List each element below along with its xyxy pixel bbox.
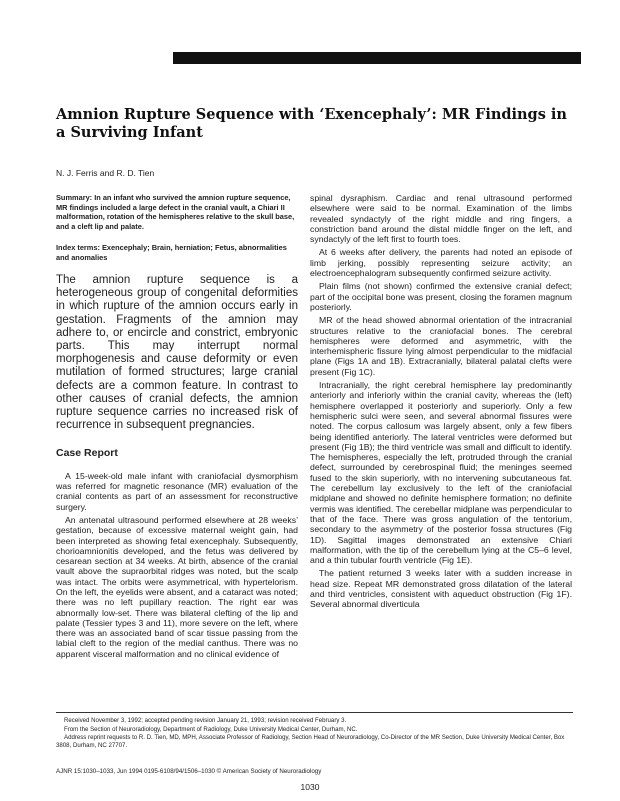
body-paragraph: An antenatal ultrasound performed elsewhere at 28 weeks’ gestation, because of excessive maternal weight gain, had been interpreted as showing fetal exencephaly. Subsequently, chorioamnionitis developed, and the fetus was delivered by cesarean section at 34 weeks. At birth, absence of the cranial vault above the supraorbital ridges was noted, but the scalp was intact. The orbits were asymmetrical, with hypertelorism. On the left, the eyelids were absent, and a cataract was noted; there was no left pupillary reaction. The right ear was abnormally low-set. There was bilateral clefting of the lip and palate (Tessier types 3 and 11), more severe on the left, where there was an associated band of scar tissue passing from the labial cleft to the region of the medial canthus. There was no apparent visceral malformation and no clinical evidence of (56, 514, 298, 659)
authors: N. J. Ferris and R. D. Tien (56, 168, 155, 178)
left-column (56, 193, 298, 662)
article-title: Amnion Rupture Sequence with ‘Exencephaly’: MR Findings in a Surviving Infant (56, 106, 567, 141)
body-paragraph: The patient returned 3 weeks later with a sudden increase in head size. Repeat MR demonstrated gross dilatation of the lateral and third ventricles, consistent with aqueduct obstruction (Fig 1F). Several abnormal diverticula (310, 568, 572, 610)
case-report-heading: Case Report (56, 447, 118, 460)
intro-paragraph: The amnion rupture sequence is a heterogeneous group of congenital deformities in which rupture of the amnion occurs early in gestation. Fragments of the amnion may adhere to, or encircle and constrict, embryonic parts. This may interrupt normal morphogenesis and cause deformity or even mutilation of formed structures; large cranial defects are a common feature. In contrast to other causes of cranial defects, the amnion rupture sequence carries no increased risk of recurrence in subsequent pregnancies. (56, 274, 298, 432)
summary: Summary: In an infant who survived the amnion rupture sequence, MR findings included a large defect in the cranial vault, a Chiari II malformation, rotation of the hemispheres relative to the skull base, and a cleft lip and palate. (56, 193, 295, 231)
body-paragraph: MR of the head showed abnormal orientation of the intracranial structures relative to the craniofacial bones. The cerebral hemispheres were deformed and asymmetric, with the interhemispheric fissure lying almost perpendicular to the midfacial plane (Figs 1A and 1B). Extracranially, bilateral palatal clefts were present (Fig 1C). (310, 315, 572, 377)
body-paragraph: Plain films (not shown) confirmed the extensive cranial defect; part of the occipital bone was present, closing the foramen magnum posteriorly. (310, 281, 572, 312)
footnote-received: Received November 3, 1992; accepted pending revision January 21, 1993; revision received February 3. (64, 717, 347, 724)
body-paragraph: Intracranially, the right cerebral hemisphere lay predominantly anteriorly and inferiorly within the cranial cavity, whereas the (left) hemisphere overlapped it posteriorly and superiorly. Only a few hemispheric sulci were seen, and several abnormal fissures were noted. The corpus callosum was largely absent, only a few fibers being identified anteriorly. The lateral ventricles were deformed but present (Fig 1B); the third ventricle was small and difficult to identify. The hemispheres, especially the left, protruded through the cranial defect, surrounded by cerebrospinal fluid; the meninges seemed fused to the skin superiorly, with no intervening subcutaneous fat. The cerebellum lay exclusively to the left of the craniofacial midplane and showed no definite hemisphere formation; no definite vermis was identified. The cerebellar midplane was perpendicular to that of the face. There was gross angulation of the tentorium, secondary to the asymmetry of the posterior fossa structures (Fig 1D). Sagittal images demonstrated an extensive Chiari malformation, with the tip of the cerebellum lying at the C5–6 level, and a thin tubular fourth ventricle (Fig 1E). (310, 380, 572, 566)
footnote-divider (56, 712, 573, 713)
page-number: 1030 (300, 782, 320, 792)
header-bar (173, 52, 581, 64)
footnotes (56, 717, 573, 750)
body-paragraph: A 15-week-old male infant with craniofacial dysmorphism was referred for magnetic resonance (MR) evaluation of the cranial contents as part of an assessment for reconstructive surgery. (56, 470, 298, 512)
footnote-affiliation: From the Section of Neuroradiology, Department of Radiology, Duke University Medical Center, Durham, NC. (64, 725, 358, 733)
body-paragraph-continued: spinal dysraphism. Cardiac and renal ultrasound performed elsewhere were said to be normal. Examination of the limbs revealed syndactyly of the right middle and ring fingers, a constriction band around the distal middle finger on the left, and syndactyly of the left first to fourth toes. (310, 193, 572, 245)
body-paragraph: At 6 weeks after delivery, the parents had noted an episode of limb jerking, possibly representing seizure activity; an electroencephalogram subsequently confirmed seizure activity. (310, 247, 572, 279)
journal-citation: AJNR 15:1030–1033, Jun 1994 0195-6108/94/1506–1030 © American Society of Neuroradiology (56, 768, 322, 775)
footnote-address: Address reprint requests to R. D. Tien, MD, MPH, Associate Professor of Radiology, Section Head of Neuroradiology, Co-Director of the MR Section, Duke University Medical Center, Box 3808, Durham, NC 27707. (56, 734, 565, 749)
index-terms: Index terms: Exencephaly; Brain, herniation; Fetus, abnormalities and anomalies (56, 243, 287, 262)
right-column (310, 193, 572, 613)
